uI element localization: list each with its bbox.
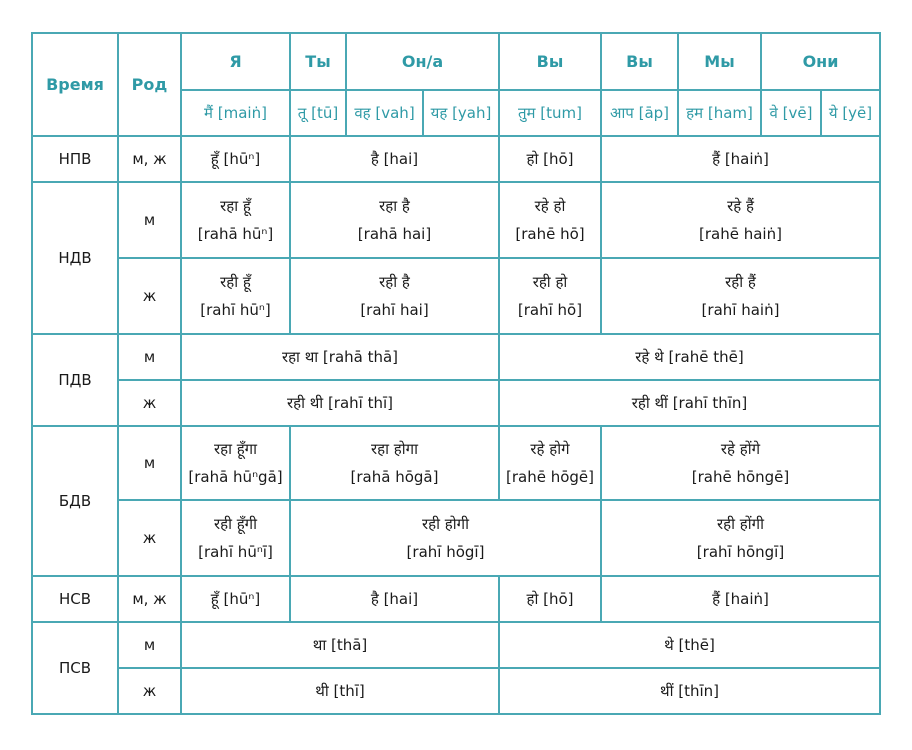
cell-1sg: हूँ [hūⁿ] bbox=[181, 576, 290, 622]
gender-label: м bbox=[118, 182, 181, 258]
table-row bbox=[32, 668, 880, 714]
cell-2pl: हो [hō] bbox=[499, 136, 601, 182]
tense-label: НСВ bbox=[32, 576, 118, 622]
cell-pl: हैं [haiṅ] bbox=[601, 136, 880, 182]
gender-label: м bbox=[118, 334, 181, 380]
header-tense: Время bbox=[32, 33, 118, 136]
cell-2-3sg: है [hai] bbox=[290, 576, 499, 622]
cell-pl: रहे हैं [rahē haiṅ] bbox=[601, 182, 880, 258]
gender-label: ж bbox=[118, 258, 181, 334]
header-person-1sg: Я bbox=[181, 33, 290, 90]
tense-label: ПСВ bbox=[32, 622, 118, 714]
cell-pl: रहे होंगे [rahē hōngē] bbox=[601, 426, 880, 500]
header-row-persons bbox=[32, 33, 880, 90]
pronoun-ve: वे [vē] bbox=[761, 90, 821, 136]
cell-2-3sg: है [hai] bbox=[290, 136, 499, 182]
cell-2pl: हो [hō] bbox=[499, 576, 601, 622]
cell-pl: रही हैं [rahī haiṅ] bbox=[601, 258, 880, 334]
table-row bbox=[32, 136, 880, 182]
cell-singular: रही थी [rahī thī] bbox=[181, 380, 499, 426]
cell-1sg: रहा हूँगा [rahā hūⁿgā] bbox=[181, 426, 290, 500]
table-row bbox=[32, 426, 880, 500]
gender-label: м bbox=[118, 622, 181, 668]
cell-1sg: रही हूँगी [rahī hūⁿī] bbox=[181, 500, 290, 576]
gender-label: м, ж bbox=[118, 576, 181, 622]
cell-plural: रही थीं [rahī thīn] bbox=[499, 380, 880, 426]
table-row bbox=[32, 258, 880, 334]
tense-label: БДВ bbox=[32, 426, 118, 576]
cell-1sg: रहा हूँ [rahā hūⁿ] bbox=[181, 182, 290, 258]
gender-label: ж bbox=[118, 668, 181, 714]
header-person-3pl: Они bbox=[761, 33, 880, 90]
table-row bbox=[32, 380, 880, 426]
cell-singular: रहा था [rahā thā] bbox=[181, 334, 499, 380]
pronoun-ap: आप [āp] bbox=[601, 90, 678, 136]
table-row bbox=[32, 576, 880, 622]
table-row bbox=[32, 182, 880, 258]
pronoun-ye: ये [yē] bbox=[821, 90, 880, 136]
cell-2-3sg: रहा है [rahā hai] bbox=[290, 182, 499, 258]
header-person-2sg: Ты bbox=[290, 33, 346, 90]
pronoun-yah: यह [yah] bbox=[423, 90, 499, 136]
header-gender: Род bbox=[118, 33, 181, 136]
table-row bbox=[32, 334, 880, 380]
pronoun-ham: हम [ham] bbox=[678, 90, 761, 136]
cell-2pl: रहे होगे [rahē hōgē] bbox=[499, 426, 601, 500]
cell-plural: थीं [thīn] bbox=[499, 668, 880, 714]
pronoun-tum: तुम [tum] bbox=[499, 90, 601, 136]
pronoun-vah: वह [vah] bbox=[346, 90, 423, 136]
cell-2pl: रहे हो [rahē hō] bbox=[499, 182, 601, 258]
cell-1sg: रही हूँ [rahī hūⁿ] bbox=[181, 258, 290, 334]
table-row bbox=[32, 622, 880, 668]
cell-1sg: हूँ [hūⁿ] bbox=[181, 136, 290, 182]
tense-label: НДВ bbox=[32, 182, 118, 334]
cell-singular: था [thā] bbox=[181, 622, 499, 668]
cell-2pl: रही हो [rahī hō] bbox=[499, 258, 601, 334]
tense-label: ПДВ bbox=[32, 334, 118, 426]
cell-pl: हैं [haiṅ] bbox=[601, 576, 880, 622]
table-row bbox=[32, 500, 880, 576]
pronoun-main: मैं [maiṅ] bbox=[181, 90, 290, 136]
cell-pl: रही होंगी [rahī hōngī] bbox=[601, 500, 880, 576]
cell-singular: थी [thī] bbox=[181, 668, 499, 714]
cell-plural: रहे थे [rahē thē] bbox=[499, 334, 880, 380]
cell-plural: थे [thē] bbox=[499, 622, 880, 668]
gender-label: ж bbox=[118, 380, 181, 426]
tense-label: НПВ bbox=[32, 136, 118, 182]
pronoun-tu: तू [tū] bbox=[290, 90, 346, 136]
header-person-3sg: Он/а bbox=[346, 33, 499, 90]
conjugation-table bbox=[31, 32, 881, 715]
gender-label: ж bbox=[118, 500, 181, 576]
cell-2-3sg: रहा होगा [rahā hōgā] bbox=[290, 426, 499, 500]
gender-label: м, ж bbox=[118, 136, 181, 182]
header-person-2pl-formal: Вы bbox=[601, 33, 678, 90]
gender-label: м bbox=[118, 426, 181, 500]
cell-2sg-2pl: रही होगी [rahī hōgī] bbox=[290, 500, 601, 576]
cell-2-3sg: रही है [rahī hai] bbox=[290, 258, 499, 334]
header-person-1pl: Мы bbox=[678, 33, 761, 90]
header-person-2pl-informal: Вы bbox=[499, 33, 601, 90]
